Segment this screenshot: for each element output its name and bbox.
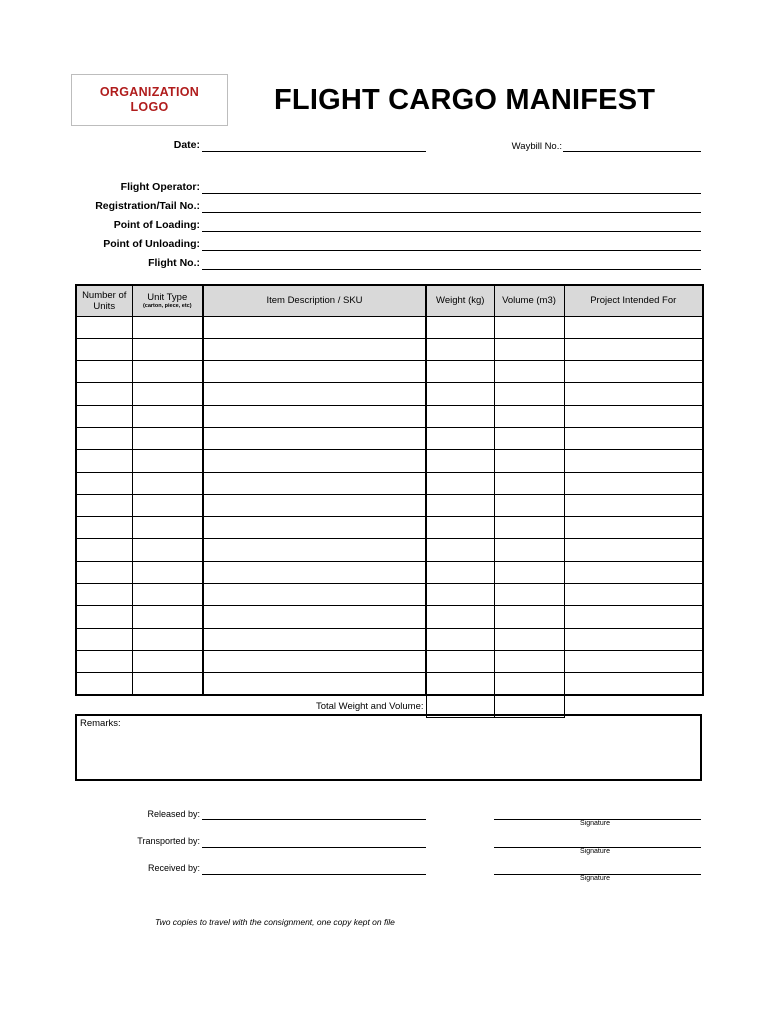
table-row <box>76 606 703 628</box>
col-header-unit-type-sub: (carton, piece, etc) <box>142 302 192 309</box>
footnote: Two copies to travel with the consignment, one copy kept on file <box>155 917 395 927</box>
project-cell[interactable] <box>564 383 703 405</box>
volume-cell[interactable] <box>494 316 564 338</box>
volume-cell[interactable] <box>494 472 564 494</box>
weight-cell[interactable] <box>426 517 494 539</box>
units-cell[interactable] <box>76 472 132 494</box>
unit-type-cell[interactable] <box>132 494 203 516</box>
weight-cell[interactable] <box>426 606 494 628</box>
unit-type-cell[interactable] <box>132 561 203 583</box>
volume-cell[interactable] <box>494 494 564 516</box>
units-cell[interactable] <box>76 517 132 539</box>
transported-by-signature-caption: Signature <box>580 848 610 855</box>
waybill-label: Waybill No.: <box>511 141 562 152</box>
weight-cell[interactable] <box>426 316 494 338</box>
table-row <box>76 472 703 494</box>
description-cell[interactable] <box>203 450 426 472</box>
date-field[interactable] <box>202 138 426 152</box>
project-cell[interactable] <box>564 606 703 628</box>
point-of-unloading-field[interactable] <box>202 237 701 251</box>
project-cell[interactable] <box>564 450 703 472</box>
units-cell[interactable] <box>76 427 132 449</box>
total-label: Total Weight and Volume: <box>315 701 424 713</box>
weight-cell[interactable] <box>426 427 494 449</box>
table-row <box>76 517 703 539</box>
received-by-signature-caption: Signature <box>580 875 610 882</box>
table-row <box>76 405 703 427</box>
project-cell[interactable] <box>564 338 703 360</box>
released-by-signature-caption: Signature <box>580 820 610 827</box>
table-row <box>76 628 703 650</box>
weight-cell[interactable] <box>426 472 494 494</box>
transported-by-field[interactable] <box>202 836 426 848</box>
project-cell[interactable] <box>564 673 703 695</box>
description-cell[interactable] <box>203 472 426 494</box>
transported-by-signature-field[interactable] <box>494 836 701 848</box>
organization-logo-placeholder <box>71 74 228 126</box>
volume-cell[interactable] <box>494 650 564 672</box>
weight-cell[interactable] <box>426 561 494 583</box>
table-row <box>76 427 703 449</box>
description-cell[interactable] <box>203 628 426 650</box>
volume-cell[interactable] <box>494 338 564 360</box>
description-cell[interactable] <box>203 494 426 516</box>
weight-cell[interactable] <box>426 539 494 561</box>
units-cell[interactable] <box>76 561 132 583</box>
project-cell[interactable] <box>564 539 703 561</box>
description-cell[interactable] <box>203 561 426 583</box>
point-of-unloading-label: Point of Unloading: <box>103 238 200 250</box>
volume-cell[interactable] <box>494 450 564 472</box>
volume-cell[interactable] <box>494 405 564 427</box>
weight-cell[interactable] <box>426 494 494 516</box>
description-cell[interactable] <box>203 673 426 695</box>
units-cell[interactable] <box>76 584 132 606</box>
project-cell[interactable] <box>564 494 703 516</box>
table-row <box>76 361 703 383</box>
units-cell[interactable] <box>76 361 132 383</box>
waybill-field[interactable] <box>563 138 701 152</box>
unit-type-cell[interactable] <box>132 316 203 338</box>
units-cell[interactable] <box>76 383 132 405</box>
col-header-volume: Volume (m3) <box>494 285 564 316</box>
description-cell[interactable] <box>203 517 426 539</box>
table-row <box>76 338 703 360</box>
volume-cell[interactable] <box>494 628 564 650</box>
weight-cell[interactable] <box>426 628 494 650</box>
project-cell[interactable] <box>564 316 703 338</box>
units-cell[interactable] <box>76 606 132 628</box>
flight-operator-field[interactable] <box>202 180 701 194</box>
volume-cell[interactable] <box>494 606 564 628</box>
project-cell[interactable] <box>564 472 703 494</box>
registration-field[interactable] <box>202 199 701 213</box>
col-header-project: Project Intended For <box>564 285 703 316</box>
project-cell[interactable] <box>564 584 703 606</box>
unit-type-cell[interactable] <box>132 628 203 650</box>
cargo-table <box>75 284 704 718</box>
description-cell[interactable] <box>203 338 426 360</box>
weight-cell[interactable] <box>426 338 494 360</box>
released-by-signature-field[interactable] <box>494 808 701 820</box>
table-row <box>76 316 703 338</box>
units-cell[interactable] <box>76 628 132 650</box>
project-cell[interactable] <box>564 628 703 650</box>
volume-cell[interactable] <box>494 673 564 695</box>
description-cell[interactable] <box>203 361 426 383</box>
weight-cell[interactable] <box>426 383 494 405</box>
description-cell[interactable] <box>203 383 426 405</box>
volume-cell[interactable] <box>494 539 564 561</box>
col-header-weight: Weight (kg) <box>426 285 494 316</box>
point-of-loading-label: Point of Loading: <box>113 219 200 231</box>
table-row <box>76 650 703 672</box>
table-row <box>76 450 703 472</box>
table-row <box>76 494 703 516</box>
units-cell[interactable] <box>76 673 132 695</box>
col-header-units: Number of Units <box>76 285 132 316</box>
registration-label: Registration/Tail No.: <box>95 200 200 212</box>
released-by-field[interactable] <box>202 808 426 820</box>
logo-line-1: ORGANIZATION <box>99 85 200 99</box>
description-cell[interactable] <box>203 427 426 449</box>
units-cell[interactable] <box>76 650 132 672</box>
table-row <box>76 383 703 405</box>
date-label: Date: <box>173 139 200 151</box>
units-cell[interactable] <box>76 316 132 338</box>
unit-type-cell[interactable] <box>132 539 203 561</box>
point-of-loading-field[interactable] <box>202 218 701 232</box>
transported-by-label: Transported by: <box>137 836 200 846</box>
weight-cell[interactable] <box>426 673 494 695</box>
volume-cell[interactable] <box>494 584 564 606</box>
units-cell[interactable] <box>76 338 132 360</box>
description-cell[interactable] <box>203 584 426 606</box>
received-by-signature-field[interactable] <box>494 863 701 875</box>
description-cell[interactable] <box>203 316 426 338</box>
flight-operator-label: Flight Operator: <box>120 181 200 193</box>
units-cell[interactable] <box>76 450 132 472</box>
received-by-field[interactable] <box>202 863 426 875</box>
unit-type-cell[interactable] <box>132 427 203 449</box>
volume-cell[interactable] <box>494 427 564 449</box>
volume-cell[interactable] <box>494 517 564 539</box>
description-cell[interactable] <box>203 650 426 672</box>
volume-cell[interactable] <box>494 361 564 383</box>
units-cell[interactable] <box>76 494 132 516</box>
project-cell[interactable] <box>564 517 703 539</box>
flight-no-field[interactable] <box>202 256 701 270</box>
unit-type-cell[interactable] <box>132 450 203 472</box>
col-header-unit-type <box>132 285 203 316</box>
table-row <box>76 584 703 606</box>
description-cell[interactable] <box>203 405 426 427</box>
project-cell[interactable] <box>564 427 703 449</box>
table-row <box>76 561 703 583</box>
remarks-label: Remarks: <box>80 718 121 729</box>
unit-type-cell[interactable] <box>132 338 203 360</box>
volume-cell[interactable] <box>494 383 564 405</box>
weight-cell[interactable] <box>426 361 494 383</box>
logo-line-2: LOGO <box>130 100 169 114</box>
col-header-unit-type-label: Unit Type <box>147 291 188 303</box>
unit-type-cell[interactable] <box>132 405 203 427</box>
table-row <box>76 673 703 695</box>
page-title: FLIGHT CARGO MANIFEST <box>274 84 656 116</box>
unit-type-cell[interactable] <box>132 606 203 628</box>
weight-cell[interactable] <box>426 650 494 672</box>
project-cell[interactable] <box>564 405 703 427</box>
flight-no-label: Flight No.: <box>148 257 200 269</box>
unit-type-cell[interactable] <box>132 517 203 539</box>
project-cell[interactable] <box>564 361 703 383</box>
unit-type-cell[interactable] <box>132 361 203 383</box>
units-cell[interactable] <box>76 405 132 427</box>
table-header-row <box>76 285 703 316</box>
unit-type-cell[interactable] <box>132 383 203 405</box>
project-cell[interactable] <box>564 650 703 672</box>
unit-type-cell[interactable] <box>132 650 203 672</box>
table-row <box>76 539 703 561</box>
col-header-description: Item Description / SKU <box>203 285 426 316</box>
description-cell[interactable] <box>203 539 426 561</box>
unit-type-cell[interactable] <box>132 673 203 695</box>
released-by-label: Released by: <box>147 809 200 819</box>
unit-type-cell[interactable] <box>132 584 203 606</box>
received-by-label: Received by: <box>147 863 200 873</box>
weight-cell[interactable] <box>426 405 494 427</box>
unit-type-cell[interactable] <box>132 472 203 494</box>
volume-cell[interactable] <box>494 561 564 583</box>
description-cell[interactable] <box>203 606 426 628</box>
project-cell[interactable] <box>564 561 703 583</box>
weight-cell[interactable] <box>426 450 494 472</box>
units-cell[interactable] <box>76 539 132 561</box>
weight-cell[interactable] <box>426 584 494 606</box>
remarks-box[interactable] <box>75 714 702 781</box>
